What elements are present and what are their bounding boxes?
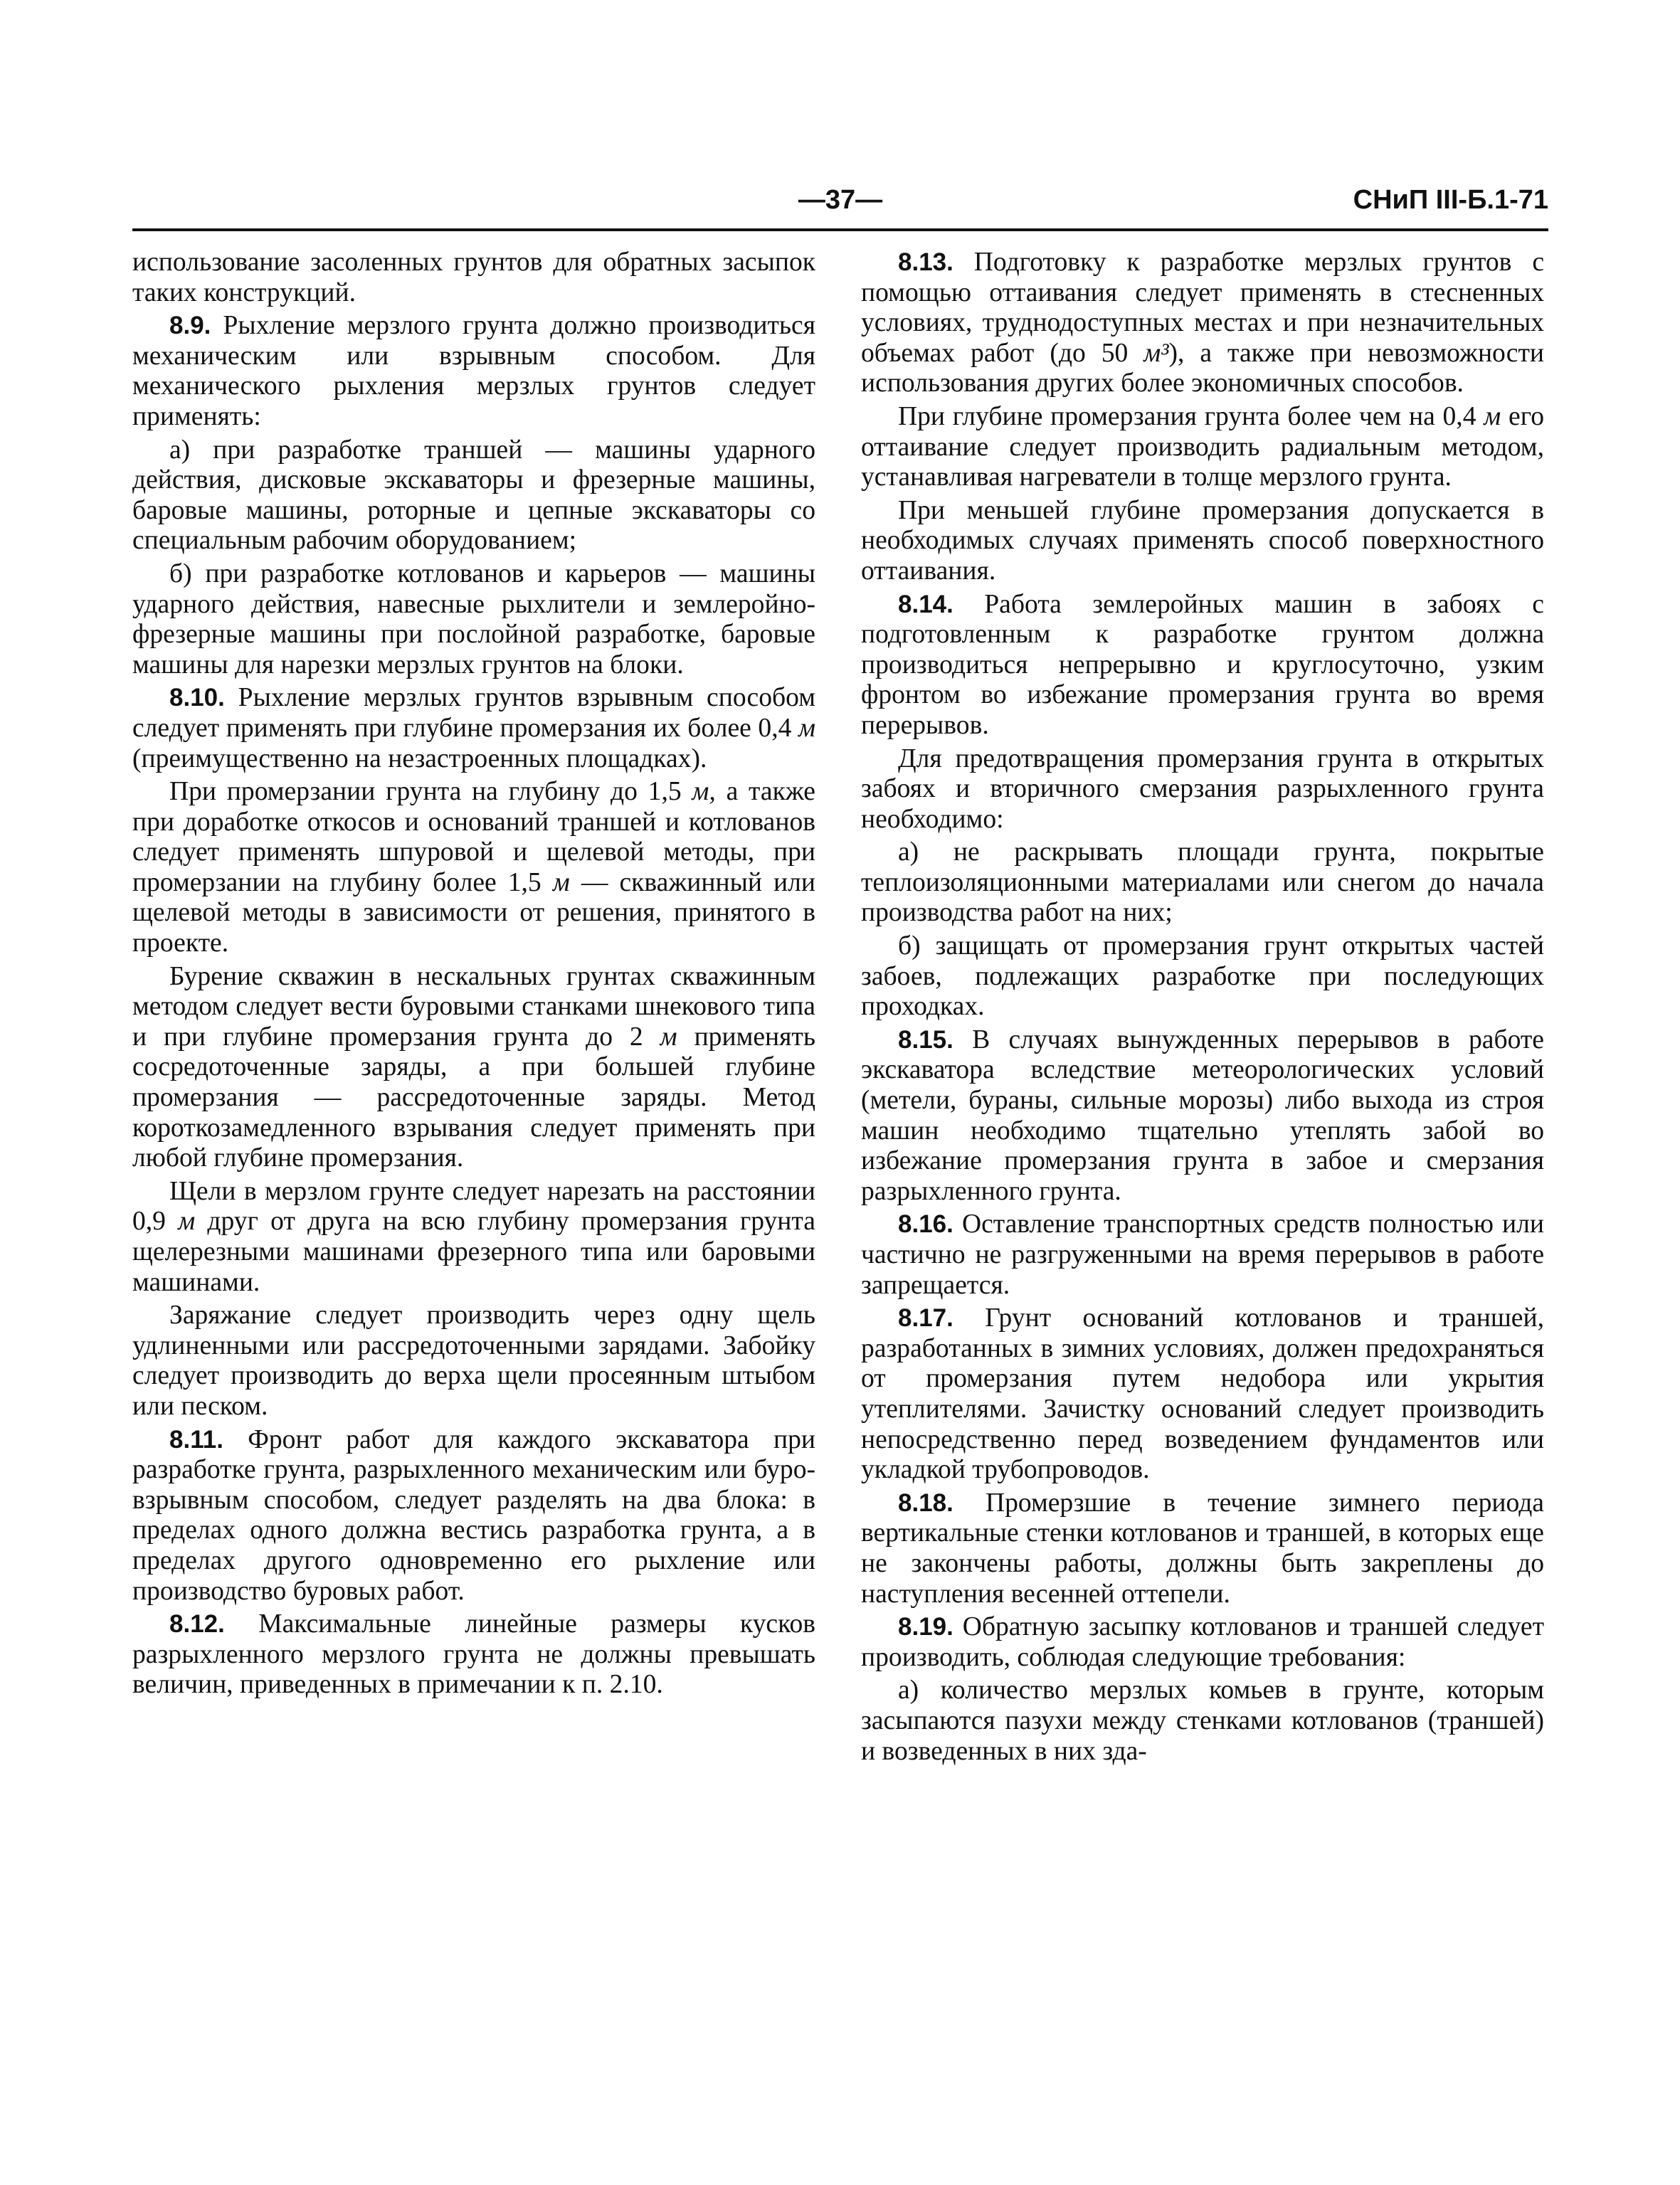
- clause-8-9: 8.9. Рыхление мерзлого грунта должно производиться механическим или взрывным способом. Для механического рыхления мерзлых грунтов следует применять:: [132, 311, 815, 431]
- paragraph: Щели в мерзлом грунте следует нарезать на расстоянии 0,9 м друг от друга на всю глубину промерзания грунта щелерезными машинами фрезерного типа или баровыми машинами.: [132, 1176, 815, 1297]
- paragraph: При промерзании грунта на глубину до 1,5 м, а также при доработке откосов и оснований траншей и котлованов следует применять шпуровой и щелевой методы, при промерзании на глубину более 1,5 м — скважинный или щелевой методы в зависимости от решения, принятого в проекте.: [132, 777, 815, 958]
- clause-8-11: 8.11. Фронт работ для каждого экскаватора при разработке грунта, разрыхленного механическим или буро-взрывным способом, следует разделять на два блока: в пределах одного должна вестись разработка грунта, а в пределах другого одновременно его рыхление или производство буровых работ.: [132, 1424, 815, 1606]
- document-code: СНиП III-Б.1-71: [1353, 185, 1548, 215]
- list-item-b: б) при разработке котлованов и карьеров — машины ударного действия, навесные рыхлители и землеройно-фрезерные машины при послойной разработке, баровые машины для нарезки мерзлых грунтов на блоки.: [132, 559, 815, 679]
- list-item-a: а) не раскрывать площади грунта, покрытые теплоизоляционными материалами или снегом до начала производства работ на них;: [861, 837, 1544, 928]
- paragraph: При меньшей глубине промерзания допускается в необходимых случаях применять способ поверхностного оттаивания.: [861, 495, 1544, 586]
- clause-8-18: 8.18. Промерзшие в течение зимнего периода вертикальные стенки котлованов и траншей, в которых еще не закончены работы, должны быть закреплены до наступления весенней оттепели.: [861, 1488, 1544, 1609]
- clause-8-14: 8.14. Работа землеройных машин в забоях с подготовленным к разработке грунтом должна производиться непрерывно и круглосуточно, узким фронтом во избежание промерзания грунта во время перерывов.: [861, 589, 1544, 740]
- list-item-b: б) защищать от промерзания грунт открытых частей забоев, подлежащих разработке при последующих проходках.: [861, 931, 1544, 1022]
- paragraph: Для предотвращения промерзания грунта в открытых забоях и вторичного смерзания разрыхленного грунта необходимо:: [861, 744, 1544, 834]
- list-item-a: а) количество мерзлых комьев в грунте, которым засыпаются пазухи между стенками котлованов (траншей) и возведенных в них зда-: [861, 1676, 1544, 1766]
- clause-8-17: 8.17. Грунт оснований котлованов и траншей, разработанных в зимних условиях, должен предохраняться от промерзания путем недобора или укрытия утеплителями. Зачистку оснований следует производить непосредственно перед возведением фундаментов или укладкой трубопроводов.: [861, 1303, 1544, 1485]
- clause-8-15: 8.15. В случаях вынужденных перерывов в работе экскаватора вследствие метеорологических условий (метели, бураны, сильные морозы) либо выхода из строя машин необходимо тщательно утеплять забой во избежание промерзания грунта в забое и смерзания разрыхленного грунта.: [861, 1025, 1544, 1206]
- clause-8-12: 8.12. Максимальные линейные размеры кусков разрыхленного мерзлого грунта не должны превышать величин, приведенных в примечании к п. 2.10.: [132, 1609, 815, 1700]
- paragraph: Заряжание следует производить через одну щель удлиненными или рассредоточенными зарядами. Забойку следует производить до верха щели просеянным штыбом или песком.: [132, 1301, 815, 1421]
- page-header: [132, 176, 1548, 226]
- page-number: —37—: [798, 185, 883, 215]
- left-column: [132, 248, 815, 1703]
- clause-8-16: 8.16. Оставление транспортных средств полностью или частично не разгруженными на время перерывов в работе запрещается.: [861, 1210, 1544, 1300]
- clause-8-10: 8.10. Рыхление мерзлых грунтов взрывным способом следует применять при глубине промерзания их более 0,4 м (преимущественно на незастроенных площадках).: [132, 683, 815, 773]
- clause-8-19: 8.19. Обратную засыпку котлованов и траншей следует производить, соблюдая следующие требования:: [861, 1612, 1544, 1672]
- header-rule: [132, 228, 1548, 231]
- clause-8-13: 8.13. Подготовку к разработке мерзлых грунтов с помощью оттаивания следует применять в стесненных условиях, труднодоступных местах и при незначительных объемах работ (до 50 м³), а также при невозможности использования других более экономичных способов.: [861, 248, 1544, 398]
- right-column: [861, 248, 1544, 1769]
- list-item-a: а) при разработке траншей — машины ударного действия, дисковые экскаваторы и фрезерные машины, баровые машины, роторные и цепные экскаваторы со специальным рабочим оборудованием;: [132, 435, 815, 556]
- paragraph: использование засоленных грунтов для обратных засыпок таких конструкций.: [132, 248, 815, 307]
- paragraph: При глубине промерзания грунта более чем на 0,4 м его оттаивание следует производить радиальным методом, устанавливая нагреватели в толще мерзлого грунта.: [861, 401, 1544, 492]
- paragraph: Бурение скважин в нескальных грунтах скважинным методом следует вести буровыми станками шнекового типа и при глубине промерзания грунта до 2 м применять сосредоточенные заряды, а при большей глубине промерзания — рассредоточенные заряды. Метод короткозамедленного взрывания следует применять при любой глубине промерзания.: [132, 961, 815, 1173]
